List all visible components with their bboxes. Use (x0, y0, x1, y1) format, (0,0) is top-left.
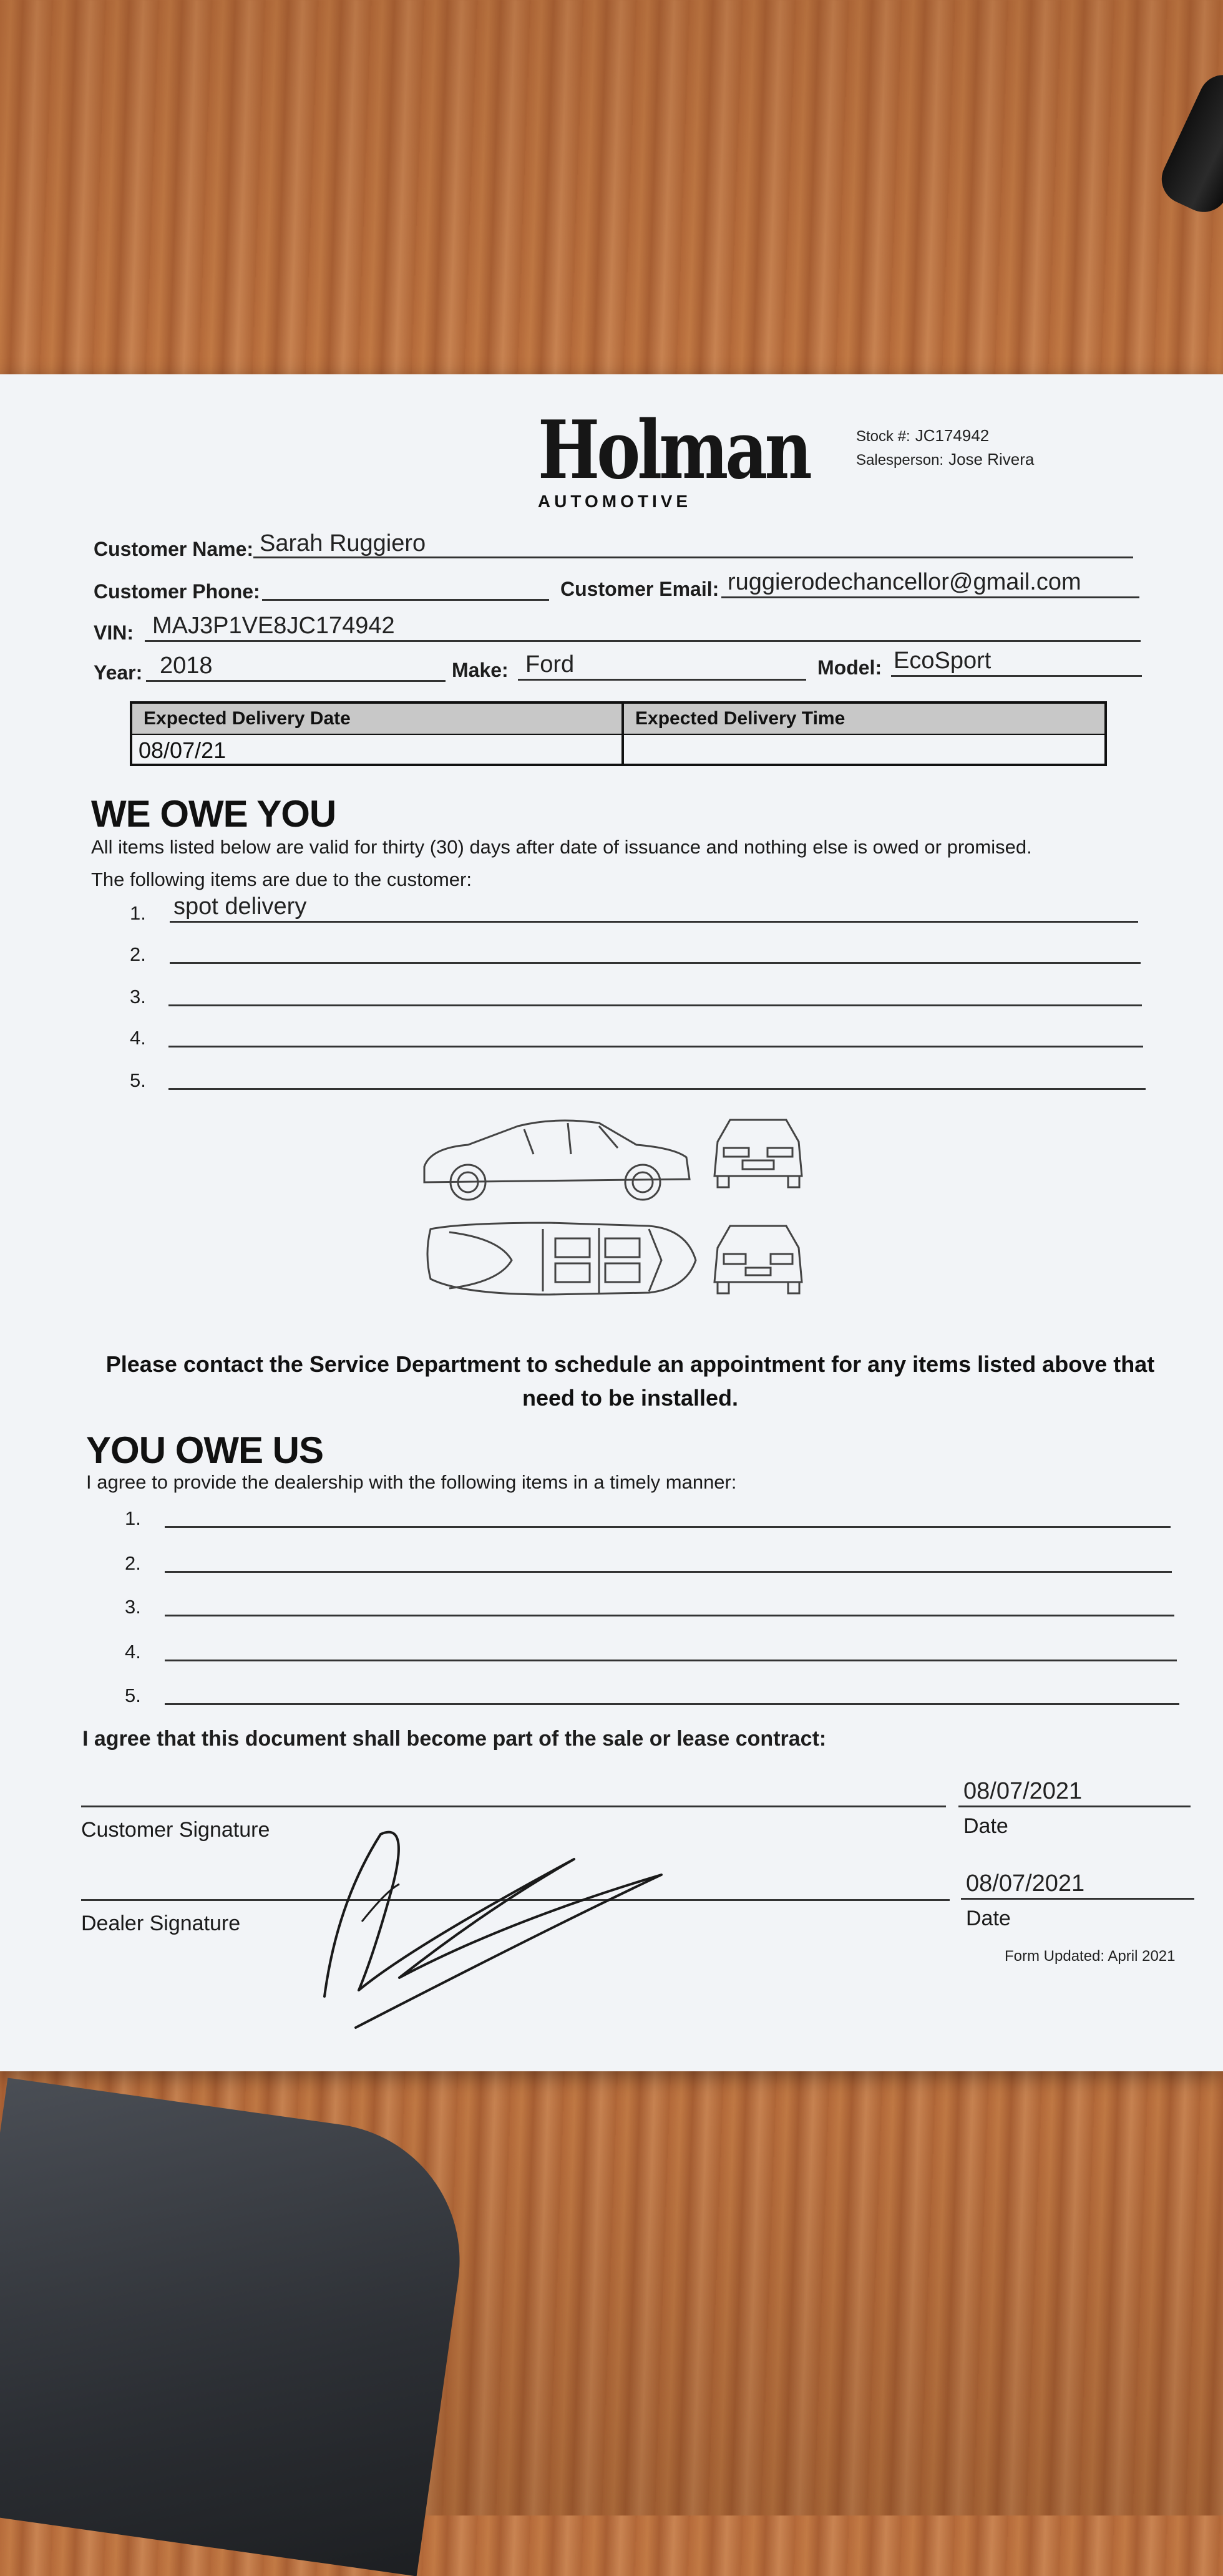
dealer-date-label: Date (966, 1907, 1011, 1930)
year-label: Year: (94, 661, 143, 684)
customer-phone-line (262, 599, 549, 601)
salesperson-row (856, 448, 1034, 472)
customer-phone-label: Customer Phone: (94, 580, 260, 603)
we-owe-item-line (168, 1046, 1143, 1047)
you-owe-item-number: 1. (125, 1507, 141, 1529)
customer-email-line (721, 596, 1139, 598)
dealer-date-line (961, 1898, 1194, 1900)
we-owe-intro-text: The following items are due to the customer: (91, 868, 472, 890)
customer-date-value: 08/07/2021 (963, 1778, 1083, 1804)
car-top-view-icon (427, 1223, 696, 1295)
stock-value: JC174942 (915, 426, 990, 445)
model-label: Model: (817, 656, 882, 679)
customer-email-label: Customer Email: (560, 578, 719, 600)
you-owe-item-number: 4. (125, 1641, 141, 1663)
we-owe-item-number: 4. (130, 1027, 146, 1049)
you-owe-item-line (165, 1571, 1172, 1573)
we-owe-item-line (170, 921, 1138, 923)
dealer-date-value: 08/07/2021 (966, 1870, 1085, 1897)
customer-email-value: ruggierodechancellor@gmail.com (728, 569, 1081, 595)
year-line (146, 680, 446, 682)
customer-date-line (958, 1806, 1191, 1807)
you-owe-heading: YOU OWE US (86, 1429, 324, 1471)
delivery-time-cell (624, 704, 1104, 764)
vin-value: MAJ3P1VE8JC174942 (152, 613, 395, 639)
we-owe-item-number: 5. (130, 1069, 146, 1091)
table-surface-top (0, 0, 1223, 387)
make-line (518, 679, 806, 681)
deal-meta (856, 424, 1034, 472)
customer-signature-line (81, 1806, 946, 1807)
customer-date-label: Date (963, 1814, 1008, 1838)
you-owe-item-line (165, 1660, 1177, 1661)
we-owe-item-text: spot delivery (173, 893, 307, 920)
you-owe-item-number: 5. (125, 1684, 141, 1706)
stock-row (856, 424, 1034, 448)
vin-label: VIN: (94, 621, 134, 644)
we-owe-item-line (168, 1004, 1142, 1006)
you-owe-item-line (165, 1526, 1171, 1528)
logo-wordmark: Holman (538, 404, 809, 497)
we-owe-item-number: 3. (130, 986, 146, 1008)
you-owe-item-number: 2. (125, 1552, 141, 1574)
you-owe-item-number: 3. (125, 1596, 141, 1618)
we-owe-item-line (170, 962, 1141, 964)
dealer-signature-label: Dealer Signature (81, 1912, 241, 1935)
we-owe-heading: WE OWE YOU (91, 793, 336, 835)
delivery-time-header: Expected Delivery Time (624, 704, 1104, 734)
delivery-time-value (624, 734, 1104, 735)
salesperson-label: Salesperson: (856, 452, 944, 469)
logo-subtitle: AUTOMOTIVE (537, 492, 692, 511)
fabric-sleeve (0, 2078, 477, 2576)
you-owe-item-line (165, 1615, 1174, 1616)
car-front-view-icon (714, 1120, 802, 1187)
delivery-table (130, 701, 1107, 766)
model-line (891, 675, 1142, 677)
customer-name-label: Customer Name: (94, 538, 254, 560)
vin-line (145, 640, 1141, 642)
service-department-note: Please contact the Service Department to schedule an appointment for any items listed above that need to be installed. (105, 1351, 1155, 1411)
we-owe-validity-text: All items listed below are valid for thirty (30) days after date of issuance and nothing else is owed or promised. (91, 836, 1032, 858)
year-value: 2018 (160, 653, 213, 679)
model-value: EcoSport (894, 648, 992, 674)
vehicle-diagram-icon (412, 1098, 849, 1323)
we-owe-item-line (168, 1088, 1146, 1090)
delivery-date-cell (132, 704, 624, 764)
holman-logo (521, 404, 809, 512)
customer-name-value: Sarah Ruggiero (260, 530, 426, 557)
salesperson-value: Jose Rivera (948, 450, 1035, 469)
stock-label: Stock #: (856, 428, 910, 445)
delivery-date-header: Expected Delivery Date (132, 704, 621, 734)
form-updated-note: Form Updated: April 2021 (1005, 1948, 1176, 1965)
we-owe-item-number: 1. (130, 902, 146, 924)
make-value: Ford (525, 651, 575, 678)
we-owe-form (0, 374, 1223, 2071)
car-rear-view-icon (714, 1226, 802, 1293)
you-owe-intro-text: I agree to provide the dealership with the following items in a timely manner: (86, 1471, 737, 1493)
delivery-date-value: 08/07/21 (132, 734, 621, 766)
handwritten-signature-icon (300, 1809, 686, 2046)
we-owe-item-number: 2. (130, 943, 146, 965)
you-owe-item-line (165, 1703, 1179, 1705)
make-label: Make: (452, 659, 509, 681)
customer-signature-label: Customer Signature (81, 1818, 270, 1842)
agreement-statement: I agree that this document shall become part of the sale or lease contract: (82, 1727, 827, 1751)
car-side-view-icon (424, 1120, 689, 1200)
